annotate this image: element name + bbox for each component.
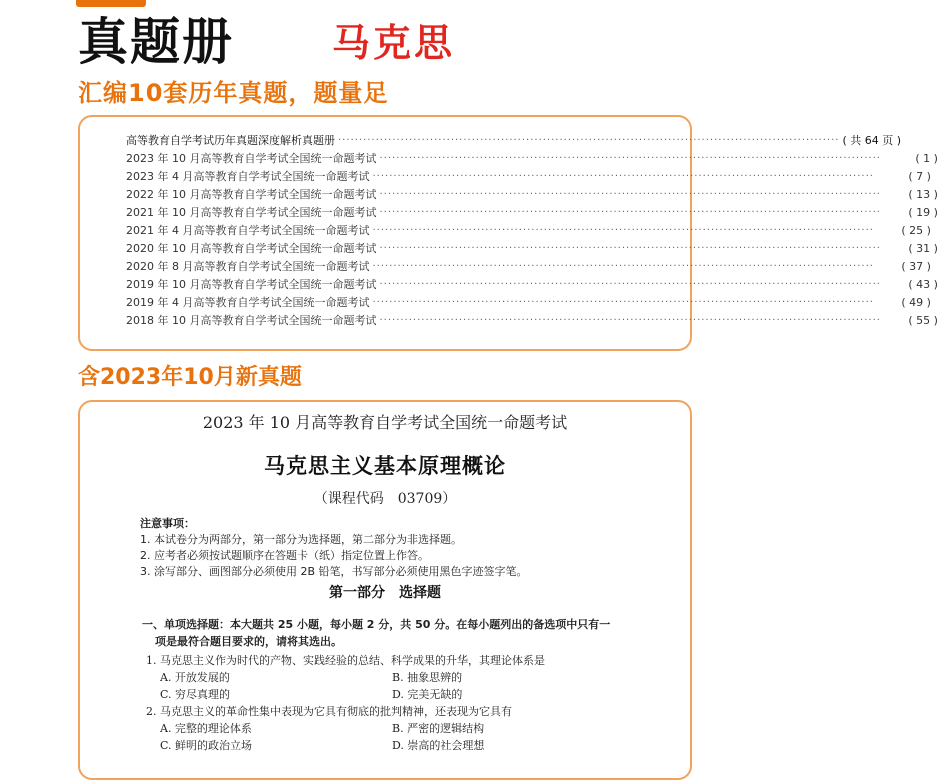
toc-title: 2021 年 10 月高等教育自学考试全国统一命题考试 — [126, 206, 377, 219]
subject-title: 马克思 — [332, 21, 456, 65]
toc-page-number: ( 共 64 页 ) — [842, 134, 902, 147]
toc-leader-dots: ························································································································ — [372, 224, 874, 236]
toc-title: 2020 年 10 月高等教育自学考试全国统一命题考试 — [126, 242, 377, 255]
toc-title: 2019 年 10 月高等教育自学考试全国统一命题考试 — [126, 278, 377, 291]
toc-leader-dots: ························································································································ — [379, 188, 881, 200]
exam-subject-title: 马克思主义基本原理概论 — [264, 453, 506, 478]
toc-title: 2019 年 4 月高等教育自学考试全国统一命题考试 — [126, 296, 370, 309]
course-code: （课程代码 03709） — [313, 491, 457, 507]
toc-title: 2022 年 10 月高等教育自学考试全国统一命题考试 — [126, 188, 377, 201]
toc-title: 2023 年 10 月高等教育自学考试全国统一命题考试 — [126, 152, 377, 165]
toc-page-number: ( 7 ) — [908, 169, 931, 183]
toc-page-number: ( 55 ) — [908, 313, 938, 327]
section-intro-line: 项是最符合题目要求的，请将其选出。 — [155, 635, 342, 648]
toc-leader-dots: ························································································································ — [379, 314, 881, 326]
notice-item: 3. 涂写部分、画图部分必须使用 2B 铅笔，书写部分必须使用黑色字迹签字笔。 — [140, 565, 528, 578]
toc-leader-dots: ························································································································ — [379, 278, 881, 290]
toc-row — [126, 221, 931, 239]
toc-row — [126, 275, 938, 293]
question-2: 2. 马克思主义的革命性集中表现为它具有彻底的批判精神，还表现为它具有 — [146, 705, 512, 718]
new-exam-banner: 含2023年10月新真题 — [78, 365, 302, 390]
notice-title: 注意事项： — [140, 517, 195, 530]
toc-row — [126, 185, 938, 203]
toc-page-number: ( 37 ) — [901, 259, 931, 273]
q1-option-c: C. 穷尽真理的 — [160, 688, 231, 701]
question-1: 1. 马克思主义作为时代的产物、实践经验的总结、科学成果的升华，其理论体系是 — [146, 654, 545, 667]
notice-item: 2. 应考者必须按试题顺序在答题卡（纸）指定位置上作答。 — [140, 549, 429, 562]
q1-option-a: A. 开放发展的 — [160, 671, 230, 684]
toc-page-number: ( 43 ) — [908, 277, 938, 291]
toc-title: 2023 年 4 月高等教育自学考试全国统一命题考试 — [126, 170, 370, 183]
table-of-contents — [78, 115, 938, 351]
toc-list — [126, 131, 938, 329]
toc-page-number: ( 19 ) — [908, 205, 938, 219]
page-title: 真题册 — [78, 13, 234, 71]
toc-leader-dots: ························································································································ — [379, 152, 881, 164]
toc-leader-dots: ························································································································ — [372, 170, 874, 182]
toc-row — [126, 293, 931, 311]
toc-title: 2018 年 10 月高等教育自学考试全国统一命题考试 — [126, 314, 377, 327]
toc-title: 2020 年 8 月高等教育自学考试全国统一命题考试 — [126, 260, 370, 273]
toc-row — [126, 149, 938, 167]
part-title: 第一部分 选择题 — [329, 585, 441, 601]
toc-row — [126, 311, 938, 329]
q1-option-b: B. 抽象思辨的 — [392, 671, 463, 684]
toc-leader-dots: ························································································································ — [379, 242, 881, 254]
q1-option-d: D. 完美无缺的 — [392, 688, 463, 701]
q2-option-d: D. 崇高的社会理想 — [392, 739, 485, 752]
toc-row — [126, 257, 931, 275]
feature-banner: 汇编10套历年真题，题量足 — [78, 79, 389, 107]
toc-page-number: ( 31 ) — [908, 241, 938, 255]
notice-item: 1. 本试卷分为两部分，第一部分为选择题，第二部分为非选择题。 — [140, 533, 462, 546]
toc-row — [126, 239, 938, 257]
exam-preview — [78, 400, 692, 780]
toc-page-number: ( 25 ) — [901, 223, 931, 237]
toc-page-number: ( 1 ) — [915, 151, 938, 165]
toc-row — [126, 203, 938, 221]
toc-leader-dots: ························································································································ — [338, 134, 840, 146]
section-intro — [142, 616, 642, 650]
toc-leader-dots: ························································································································ — [379, 206, 881, 218]
toc-page-number: ( 13 ) — [908, 187, 938, 201]
toc-row — [126, 167, 931, 185]
q2-option-b: B. 严密的逻辑结构 — [392, 722, 485, 735]
top-accent-bar — [76, 0, 146, 7]
toc-page-number: ( 49 ) — [901, 295, 931, 309]
toc-title: 2021 年 4 月高等教育自学考试全国统一命题考试 — [126, 224, 370, 237]
section-intro-line: 一、单项选择题：本大题共 25 小题，每小题 2 分，共 50 分。在每小题列出的备选项中只有一 — [142, 618, 611, 631]
toc-row — [126, 131, 902, 149]
toc-title: 高等教育自学考试历年真题深度解析真题册 — [126, 134, 335, 147]
toc-leader-dots: ························································································································ — [372, 296, 874, 308]
q2-option-a: A. 完整的理论体系 — [160, 722, 252, 735]
notice-block — [140, 516, 528, 580]
q2-option-c: C. 鲜明的政治立场 — [160, 739, 253, 752]
exam-heading: 2023 年 10 月高等教育自学考试全国统一命题考试 — [202, 413, 568, 432]
toc-leader-dots: ························································································································ — [372, 260, 874, 272]
